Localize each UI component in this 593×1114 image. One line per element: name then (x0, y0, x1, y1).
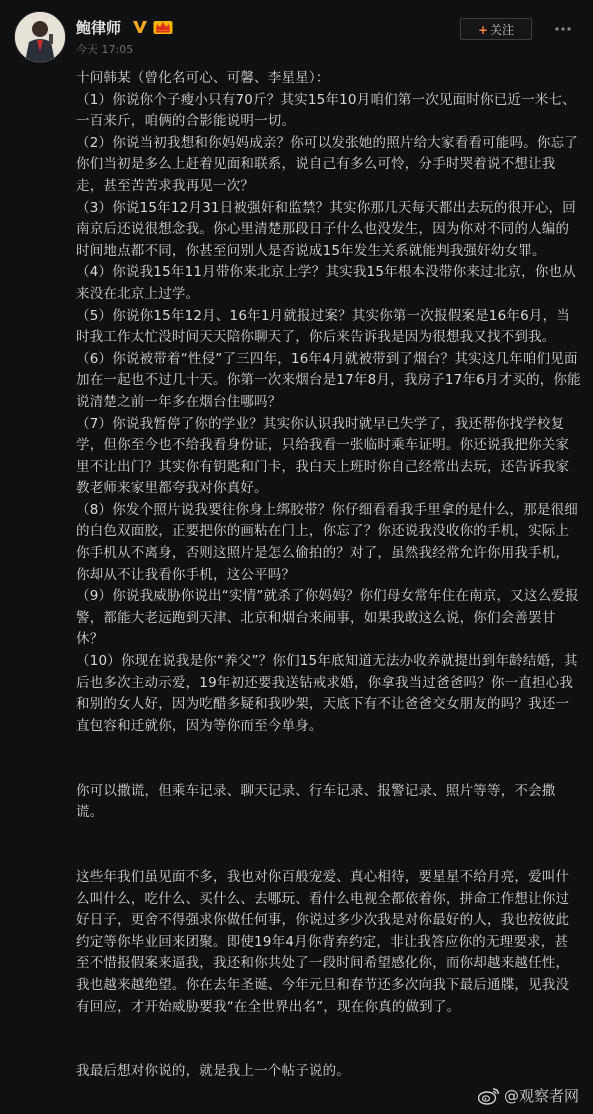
author-name[interactable]: 鲍律师 (76, 19, 122, 37)
post-paragraph: （9）你说我威胁你说出“实情”就杀了你妈妈？你们母女常年住在南京，又这么爱报警，都能大老远跑到天津、北京和烟台来闹事，如果我敢这么说，你们会善罢甘休？ (76, 588, 579, 648)
post-header (0, 0, 593, 66)
post-paragraph: （8）你发个照片说我要往你身上绑胶带？你仔细看看我手里拿的是什么，那是很细的白色双面胶，正要把你的画粘在门上，你忘了？你还说我没收你的手机，实际上你手机从不离身，否则这照片是怎么偷拍的？对了，虽然我经常允许你用我手机，你却从不让我看你手机，这公平吗？ (76, 501, 578, 583)
follow-button[interactable] (460, 18, 532, 40)
watermark-text: @观察者网 (503, 1087, 579, 1105)
post-paragraph: 你可以撒谎，但乘车记录、聊天记录、行车记录、报警记录、照片等等，不会撒谎。 (76, 782, 556, 821)
watermark (478, 1085, 579, 1106)
paragraph-gap (76, 824, 581, 846)
post-paragraph: 这些年我们虽见面不多，我也对你百般宠爱、真心相待，要星星不给月亮，爱叫什么叫什么，吃什么、买什么、去哪玩、看什么电视全都依着你，拼命工作想让你过好日子，更舍不得强求你做任何事，你说过多少次我是对你最好的人，我也按彼此约定等你毕业回来团聚。即使19年4月你背弃约定，非让我答应你的无理要求，甚至不惜报假案来逼我，我还和你共处了一段时间希望感化你，而你却越来越任性，我也越来越绝望。你在去年圣诞、今年元旦和春节还多次向我下最后通牒，见我没有回应，才开始威胁要我“在全世界出名”，现在你真的做到了。 (76, 868, 570, 1015)
post-time: 今天 17:05 (76, 43, 134, 56)
vip-crown-icon[interactable] (153, 18, 173, 35)
avatar-image (15, 12, 65, 62)
post-paragraph: 我最后想对你说的，就是我上一个帖子说的。 (76, 1063, 350, 1080)
post-paragraph: （2）你说当初我想和你妈妈成亲？你可以发张她的照片给大家看看可能吗。你忘了你们当初是多么上赶着见面和联系，说自己有多么可怜，分手时哭着说不想让我走，甚至苦苦求我再见一次？ (76, 134, 578, 194)
paragraph-gap (76, 1040, 581, 1062)
weibo-logo-icon (478, 1087, 500, 1105)
follow-label: 关注 (490, 23, 515, 37)
post-paragraph: （3）你说15年12月31日被强奸和监禁？其实你那几天每天都出去玩的很开心，回南京后还说很想念我。你心里清楚那段日子什么也没发生，因为你对不同的人编的时间地点都不同，你甚至问别人是否说成15年发生关系就能判我强奸幼女罪。 (76, 199, 576, 259)
more-dots-icon[interactable] (548, 18, 578, 40)
paragraph-gap (76, 1018, 581, 1040)
post-paragraph: （10）你现在说我是你“养父”？你们15年底知道无法办收养就提出到年龄结婚，其后也多次主动示爱，19年初还要我送钻戒求婚，你拿我当过爸爸吗？你一直担心我和别的女人好，因为吃醋多疑和我吵架，天底下有不让爸爸交女朋友的吗？我还一直包容和迁就你，因为等你而至今单身。 (76, 653, 578, 734)
paragraph-gap (76, 845, 581, 867)
post-paragraph: （7）你说我暂停了你的学业？其实你认识我时就早已失学了，我还帮你找学校复学，但你至今也不给我看身份证，只给我看一张临时乘车证明。你还说我把你关家里不让出门？其实你有钥匙和门卡，我白天上班时你自己经常出去玩，还告诉我家教老师来家里都夸我对你真好。 (76, 415, 570, 497)
post-paragraph: 十问韩某（曾化名可心、可馨、李星星）： (76, 70, 330, 86)
paragraph-gap (76, 759, 581, 781)
post-paragraph: （4）你说我15年11月带你来北京上学？其实我15年根本没带你来过北京，你也从来没在北京上过学。 (76, 264, 576, 302)
plus-icon: + (477, 23, 489, 37)
verified-v-icon (132, 19, 148, 35)
post-paragraph: （1）你说你个子瘦小只有70斤？其实15年10月咱们第一次见面时你已近一米七、一百来斤，咱俩的合影能说明一切。 (76, 91, 576, 130)
paragraph-gap (76, 737, 581, 759)
post-content (76, 68, 581, 1083)
post-paragraph: （5）你说你15年12月、16年1月就报过案？其实你第一次报假案是16年6月，当时我工作太忙没时间天天陪你聊天了，你后来告诉我是因为很想我又找不到我。 (76, 307, 570, 346)
post-paragraph: （6）你说被带着“性侵”了三四年，16年4月就被带到了烟台？其实这几年咱们见面加在一起也不过几十天。你第一次来烟台是17年8月，我房子17年6月才买的，你能说清楚之前一年多在烟台住哪吗？ (76, 350, 581, 410)
avatar[interactable] (14, 11, 66, 63)
